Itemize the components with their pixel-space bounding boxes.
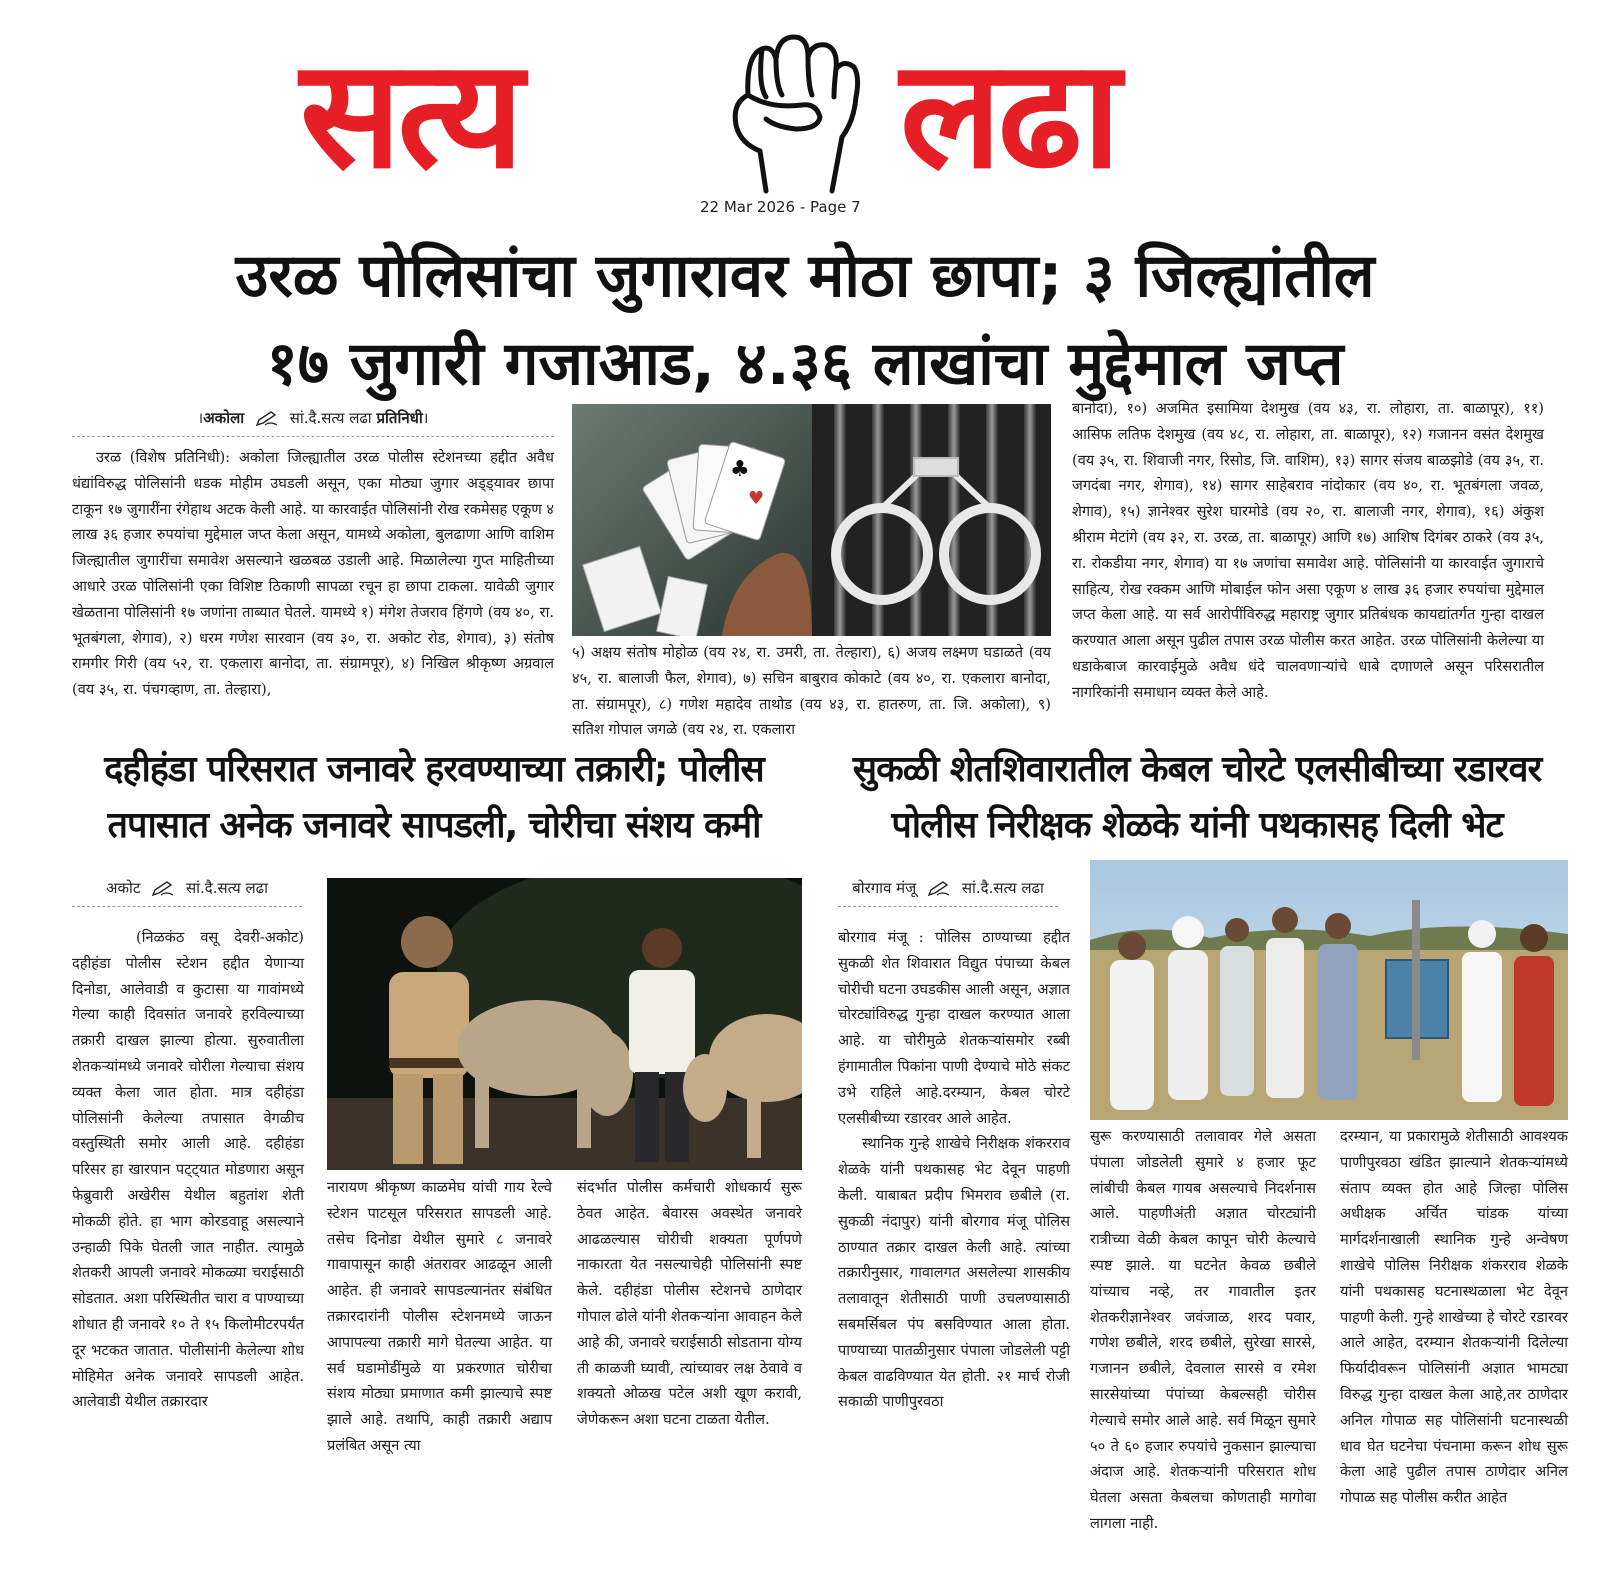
- story3-headline: [826, 742, 1568, 854]
- story1-headline-line2: १७ जुगारी गजाआड, ४.३६ लाखांचा मुद्देमाल जप्त: [266, 329, 1344, 399]
- pen-icon: [927, 881, 951, 897]
- svg-text:♣: ♣: [730, 457, 750, 482]
- story1-photo: [572, 404, 1051, 636]
- story2-headline-line1: दहीहंडा परिसरात जनावरे हरवण्याच्या तक्रारी; पोलीस: [104, 749, 764, 790]
- byline-location: अकोट: [106, 879, 141, 897]
- byline-location: बोरगाव मंजू: [852, 879, 917, 897]
- story1-column-3: [1072, 396, 1544, 706]
- byline-open-mark: ।: [197, 409, 204, 427]
- story2-byline: [72, 878, 302, 907]
- raised-fist-icon: [710, 25, 870, 195]
- byline-location: अकोला: [203, 409, 245, 427]
- story3-byline: [838, 878, 1058, 907]
- story2-column-3: [577, 1175, 802, 1433]
- story1-column-2-text: ५) अक्षय संतोष मोहोळ (वय २४, रा. उमरी, ता. तेल्हारा), ६) अजय लक्ष्मण घडाळते (वय ४५, रा. बालाजी फैल, शेगाव), ७) सचिन बाबुराव कोकाटे (वय ४०, रा. एकलारा बानोदा, ता. संग्रामपूर), ८) गणेश महादेव ताथोड (वय ४३, रा. हातरुण, ता. जि. अकोला), ९) सतिश गोपाल जगळे (वय २४, रा. एकलारा: [572, 644, 1051, 739]
- byline-reporter: सां.दै.सत्य लढा: [186, 879, 268, 897]
- story3-photo: [1090, 860, 1568, 1120]
- story2-column-2: [327, 1175, 552, 1459]
- story3-headline-line1: सुकळी शेतशिवारातील केबल चोरटे एलसीबीच्या रडारवर: [852, 749, 1542, 790]
- story3-column-1: [838, 925, 1070, 1415]
- story3-headline-line2: पोलीस निरीक्षक शेळके यांनी पथकासह दिली भेट: [891, 805, 1503, 846]
- group-of-people: [1110, 907, 1554, 1110]
- story3-column-3: [1340, 1124, 1568, 1511]
- page-date: 22 Mar 2026 - Page 7: [700, 198, 861, 216]
- story1-column-2: [572, 640, 1051, 743]
- byline-reporter: सां.दै.सत्य लढा: [961, 879, 1044, 897]
- story3-column-1-p2: स्थानिक गुन्हे शाखेचे निरीक्षक शंकरराव शेळके यांनी पथकासह भेट देवून पाहणी केली. याबाबत प्रदीप भिमराव छबीले (रा. सुकळी नंदापुर) यांनी बोरगाव मंजू पोलिस ठाण्यात तक्रार दाखल केली आहे. त्यांच्या तक्रारीनुसार, गावालगत असलेल्या शासकीय तलावातून शेतीसाठी पाणी उचलण्यासाठी सबमर्सिबल पंप बसविण्यात आला होता. पाण्याच्या पातळीनुसार पंपाला जोडलेली पट्टी केबल वाढविण्यात येत होती. २१ मार्च रोजी सकाळी पाणीपुरवठा: [838, 1135, 1070, 1411]
- masthead-word-right: लढा: [900, 28, 1118, 202]
- story1-column-3-text: बानोदा), १०) अजमित इसामिया देशमुख (वय ४३, रा. लोहारा, ता. बाळापूर), ११) आसिफ लतिफ देशमुख (वय ४८, रा. लोहारा, ता. बाळापूर), १२) गजानन वसंत देशमुख (वय ३५, रा. शिवाजी नगर, रिसोड, जि. वाशिम), १३) सागर संजय बाळझोडे (वय ३५, रा. जगदंबा नगर, शेगाव), १४) सागर साहेबराव नांदोकार (वय ४०, रा. भूतबंगला जवळ, शेगाव), १५) ज्ञानेश्वर सुरेश घारमोडे (वय २०, रा. बालाजी नगर, शेगाव), १६) अंकुश श्रीराम मेटांगे (वय ३२, रा. उरळ, ता. बाळापूर) आणि १७) आशिष दिगंबर ठाकरे (वय ३५, रा. रोकडीया नगर, शेगाव) या १७ जणांचा समावेश आहे. पोलिसांनी या कारवाईत जुगाराचे साहित्य, रोख रक्कम आणि मोबाईल फोन असा एकूण ४ लाख ३६ हजार रुपयांचा मुद्देमाल जप्त केला आहे. या सर्व आरोपींविरुद्ध महाराष्ट्र जुगार प्रतिबंधक कायद्यांतर्गत गुन्हा दाखल करण्यात आला असून पुढील तपास उरळ पोलीस करत आहेत. उरळ पोलिसांनी केलेल्या या धडाकेबाज कारवाईमुळे अवैध धंदे चालवणाऱ्यांचे धाबे दणाणले असून परिसरातील नागरिकांनी समाधान व्यक्त केले आहे.: [1072, 400, 1544, 701]
- story2-headline-line2: तपासात अनेक जनावरे सापडली, चोरीचा संशय कमी: [107, 805, 761, 846]
- story1-headline-line1: उरळ पोलिसांचा जुगारावर मोठा छापा; ३ जिल्ह्यांतील: [235, 241, 1375, 311]
- story1-byline: [72, 408, 554, 437]
- pen-icon: [151, 881, 175, 897]
- byline-close-mark: ।: [422, 409, 429, 427]
- story2-headline: [64, 742, 804, 854]
- story2-column-3-text: संदर्भात पोलीस कर्मचारी शोधकार्य सुरू ठेवत आहेत. बेवारस अवस्थेत जनावरे आढळल्यास चोरीची शक्यता पूर्णपणे नाकारता येत नसल्याचेही पोलिसांनी स्पष्ट केले. दहीहंडा पोलीस स्टेशनचे ठाणेदार गोपाल ढोले यांनी शेतकऱ्यांना आवाहन केले आहे की, जनावरे चराईसाठी सोडताना योग्य ती काळजी घ्यावी, त्यांच्यावर लक्ष ठेवावे व शक्यतो ओळख पटेल अशी खूण करावी, जेणेकरून अशा घटना टाळता येतील.: [577, 1179, 803, 1429]
- story3-column-1-p1: बोरगाव मंजू : पोलिस ठाण्याच्या हद्दीत सुकळी शेत शिवारात विद्युत पंपाच्या केबल चोरीची घटना उघडकीस आली असून, अज्ञात चोरट्यांविरुद्ध गुन्हा दाखल करण्यात आला आहे. या चोरीमुळे शेतकऱ्यांसमोर रब्बी हंगामातील पिकांना पाणी देण्याचे मोठे संकट उभे राहिले आहे.दरम्यान, केबल चोरटे एलसीबीच्या रडारवर आले आहेत.: [838, 929, 1070, 1127]
- story2-photo: [327, 878, 802, 1170]
- byline-role: प्रतिनिधी: [376, 409, 423, 427]
- story1-column-1-text: उरळ (विशेष प्रतिनिधी): अकोला जिल्ह्यातील उरळ पोलीस स्टेशनच्या हद्दीत अवैध धंद्यांविरुद्ध पोलिसांनी धडक मोहीम उघडली असून, एका मोठ्या जुगार अड्ड्यावर छापा टाकून १७ जुगारींना रंगेहाथ अटक केली आहे. या कारवाईत पोलिसांनी रोख रकमेसह एकूण ४ लाख ३६ हजार रुपयांचा मुद्देमाल जप्त केला असून, यामध्ये अकोला, बुलढाणा आणि वाशिम जिल्ह्यातील जुगारींचा समावेश असल्याने खळबळ उडाली आहे. मिळालेल्या गुप्त माहितीच्या आधारे उरळ पोलिसांनी एका विशिष्ट ठिकाणी सापळा रचून हा छापा टाकला. यावेळी जुगार खेळताना पोलिसांनी १७ जणांना ताब्यात घेतले. यामध्ये १) मंगेश तेजराव हिंगणे (वय ४०, रा. भूतबंगला, शेगाव), २) धरम गणेश सारवान (वय ३०, रा. अकोट रोड, शेगाव), ३) संतोष रामगीर गिरी (वय ५२, रा. एकलारा बानोदा, ता. संग्रामपूर), ४) निखिल श्रीकृष्ण अग्रवाल (वय ३५, रा. पंचगव्हाण, ता. तेल्हारा),: [72, 449, 554, 699]
- story3-column-3-text: दरम्यान, या प्रकारामुळे शेतीसाठी आवश्यक पाणीपुरवठा खंडित झाल्याने शेतकऱ्यांमध्ये संताप व्यक्त होत आहे जिल्हा पोलिस अधीक्षक अर्चित चांडक यांच्या मार्गदर्शनाखाली स्थानिक गुन्हे अन्वेषण शाखेचे पोलिस निरीक्षक शंकरराव शेळके यांनी पथकासह घटनास्थळाला भेट देवून पाहणी केली. गुन्हे शाखेच्या हे चोरटे रडारवर आले आहेत, दरम्यान शेतकऱ्यांनी दिलेल्या फिर्यादीवरून पोलिसांनी अज्ञात भामट्या विरुद्ध गुन्हा दाखल केला आहे,तर ठाणेदार अनिल गोपाळ सह पोलिसांनी घटनास्थळी धाव घेत घटनेचा पंचनामा करून शोध सुरू केला आहे पुढील तपास ठाणेदार अनिल गोपाळ सह पोलीस करीत आहेत: [1340, 1128, 1568, 1507]
- masthead-word-left: सत्य: [300, 28, 520, 202]
- story1-column-1: [72, 445, 554, 703]
- story2-column-2-text: नारायण श्रीकृष्ण काळमेघ यांची गाय रेल्वे स्टेशन पाटसूल परिसरात सापडली आहे. तसेच दिनोडा येथील सुमारे ८ जनावरे गावापासून काही अंतरावर आढळून आली आहेत. ही जनावरे सापडल्यानंतर संबंधित तक्रारदारांनी पोलीस स्टेशनमध्ये जाऊन आपापल्या तक्रारी मागे घेतल्या आहेत. या सर्व घडामोडींमुळे या प्रकरणात चोरीचा संशय मोठ्या प्रमाणात कमी झाल्याचे स्पष्ट झाले आहे. तथापि, काही तक्रारी अद्याप प्रलंबित असून त्या: [327, 1179, 552, 1454]
- masthead: [300, 20, 1280, 200]
- pen-icon: [255, 411, 279, 427]
- svg-text:♥: ♥: [748, 488, 765, 509]
- byline-reporter: सां.दै.सत्य लढा: [289, 409, 372, 427]
- story3-column-2-text: सुरू करण्यासाठी तलावावर गेले असता पंपाला जोडलेली सुमारे ४ हजार फूट लांबीची केबल गायब असल्याचे निदर्शनास आले. पाहणीअंती अज्ञात चोरट्यांनी रात्रीच्या वेळी केबल कापून चोरी केल्याचे स्पष्ट झाले. या घटनेत केवळ छबीले यांच्याच नव्हे, तर गावातील इतर शेतकरीज्ञानेश्वर जवंजाळ, शरद पवार, गणेश छबीले, शरद छबीले, सुरेखा सारसे, गजानन छबीले, देवलाल सारसे व रमेश सारसेयांच्या पंपांच्या केबल्सही चोरीस गेल्याचे समोर आले आहे. सर्व मिळून सुमारे ५० ते ६० हजार रुपयांचे नुकसान झाल्याचा अंदाज आहे. शेतकऱ्यांनी परिसरात शोध घेतला असता केबलचा कोणताही मागोवा लागला नाही.: [1090, 1128, 1316, 1532]
- story2-column-1: [72, 925, 304, 1415]
- story3-column-2: [1090, 1124, 1316, 1537]
- story1-headline: [40, 232, 1570, 408]
- story2-column-1-text: (निळकंठ वसू देवरी-अकोट) दहीहंडा पोलीस स्टेशन हद्दीत येणाऱ्या दिनोडा, आलेवाडी व कुटासा या गावांमध्ये गेल्या काही दिवसांत जनावरे हरविल्याच्या तक्रारी दाखल झाल्या होत्या. सुरुवातीला शेतकऱ्यांमध्ये जनावरे चोरीला गेल्याचा संशय व्यक्त केला जात होता. मात्र दहीहंडा पोलिसांनी केलेल्या तपासात वेगळीच वस्तुस्थिती समोर आली आहे. दहीहंडा परिसर हा खारपान पट्ट्यात मोडणारा असून फेब्रुवारी अखेरीस येथील बहुतांश शेती मोकळी होते. हा भाग कोरडवाहू असल्याने उन्हाळी पिके घेतली जात नाहीत. त्यामुळे शेतकरी आपली जनावरे मोकळ्या चराईसाठी सोडतात. अशा परिस्थितीत चारा व पाण्याच्या शोधात ही जनावरे १० ते १५ किलोमीटरपर्यंत दूर भटकत जातात. पोलीसांनी केलेल्या शोध मोहिमेत अनेक जनावरे सापडली आहेत. आलेवाडी येथील तक्रारदार: [72, 929, 304, 1411]
